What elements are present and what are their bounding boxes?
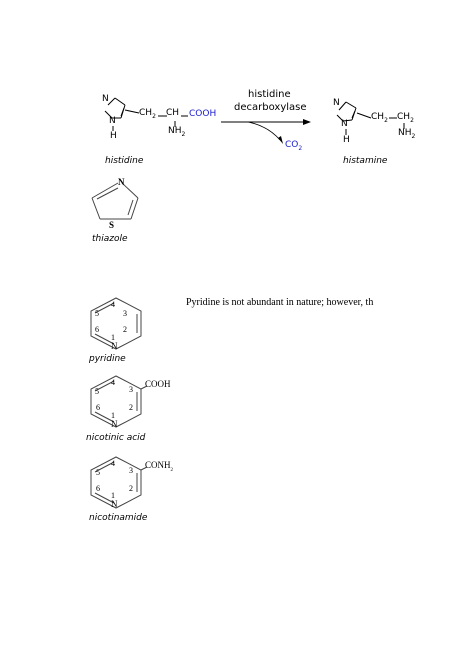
histidine-ring-nh: N xyxy=(109,116,116,126)
pyridine-pos-1: 1 xyxy=(111,333,115,342)
histidine-cooh: COOH xyxy=(189,109,217,119)
histidine-nh2: $NH_2$ xyxy=(168,126,186,138)
histamine-ring-n-top: N xyxy=(333,98,340,108)
nicotinamide-pos-6: 6 xyxy=(96,484,100,493)
histamine-name: histamine xyxy=(343,156,388,166)
histidine-ch: CH xyxy=(166,108,180,118)
pyridine-pos-6: 6 xyxy=(95,325,99,334)
pyridine-pos-4: 4 xyxy=(111,300,115,309)
thiazole-n-atom: N xyxy=(118,177,125,187)
nicotinic-n-atom: N xyxy=(111,419,118,429)
nicotinamide-pos-1: 1 xyxy=(111,491,115,500)
nicotinic-pos-5: 5 xyxy=(95,387,99,396)
enzyme-label-line1: histidine xyxy=(248,89,291,100)
histidine-ring-n-top: N xyxy=(102,94,109,104)
nicotinic-pos-1: 1 xyxy=(111,411,115,420)
nicotinic-pos-2: 2 xyxy=(129,403,133,412)
histamine-ch2-b: $CH_2$ xyxy=(397,112,414,124)
body-paragraph: Pyridine is not abundant in nature; however, th xyxy=(186,297,374,308)
nicotinamide-pos-2: 2 xyxy=(129,484,133,493)
histamine-nh2: $NH_2$ xyxy=(398,128,416,140)
histidine-ch2: $CH_2$ xyxy=(139,108,156,120)
nicotinamide-pos-5: 5 xyxy=(96,468,100,477)
nicotinamide-pos-3: 3 xyxy=(129,466,133,475)
histamine-ring-nh: N xyxy=(341,119,348,129)
nicotinamide-name: nicotinamide xyxy=(89,513,148,523)
histidine-ring-h: H xyxy=(110,131,117,141)
co2-byproduct: $CO_2$ xyxy=(285,140,303,152)
thiazole-s-atom: S xyxy=(109,220,115,230)
pyridine-name: pyridine xyxy=(89,354,126,364)
nicotinic-acid-name: nicotinic acid xyxy=(86,433,146,443)
pyridine-pos-3: 3 xyxy=(123,309,127,318)
histamine-ring-h: H xyxy=(343,135,350,145)
nicotinamide-n-atom: N xyxy=(111,499,118,509)
nicotinic-pos-3: 3 xyxy=(129,385,133,394)
pyridine-pos-5: 5 xyxy=(95,309,99,318)
nicotinamide-conh2: $CONH_2$ xyxy=(145,460,174,473)
pyridine-pos-2: 2 xyxy=(123,325,127,334)
pyridine-n-atom: N xyxy=(111,341,118,351)
nicotinic-pos-6: 6 xyxy=(96,403,100,412)
nicotinamide-pos-4: 4 xyxy=(111,459,115,468)
nicotinic-cooh: COOH xyxy=(145,379,171,389)
histamine-ch2-a: $CH_2$ xyxy=(371,112,388,124)
nicotinic-pos-4: 4 xyxy=(111,378,115,387)
histidine-name: histidine xyxy=(105,156,144,166)
thiazole-name: thiazole xyxy=(92,234,128,244)
enzyme-label-line2: decarboxylase xyxy=(234,102,307,113)
